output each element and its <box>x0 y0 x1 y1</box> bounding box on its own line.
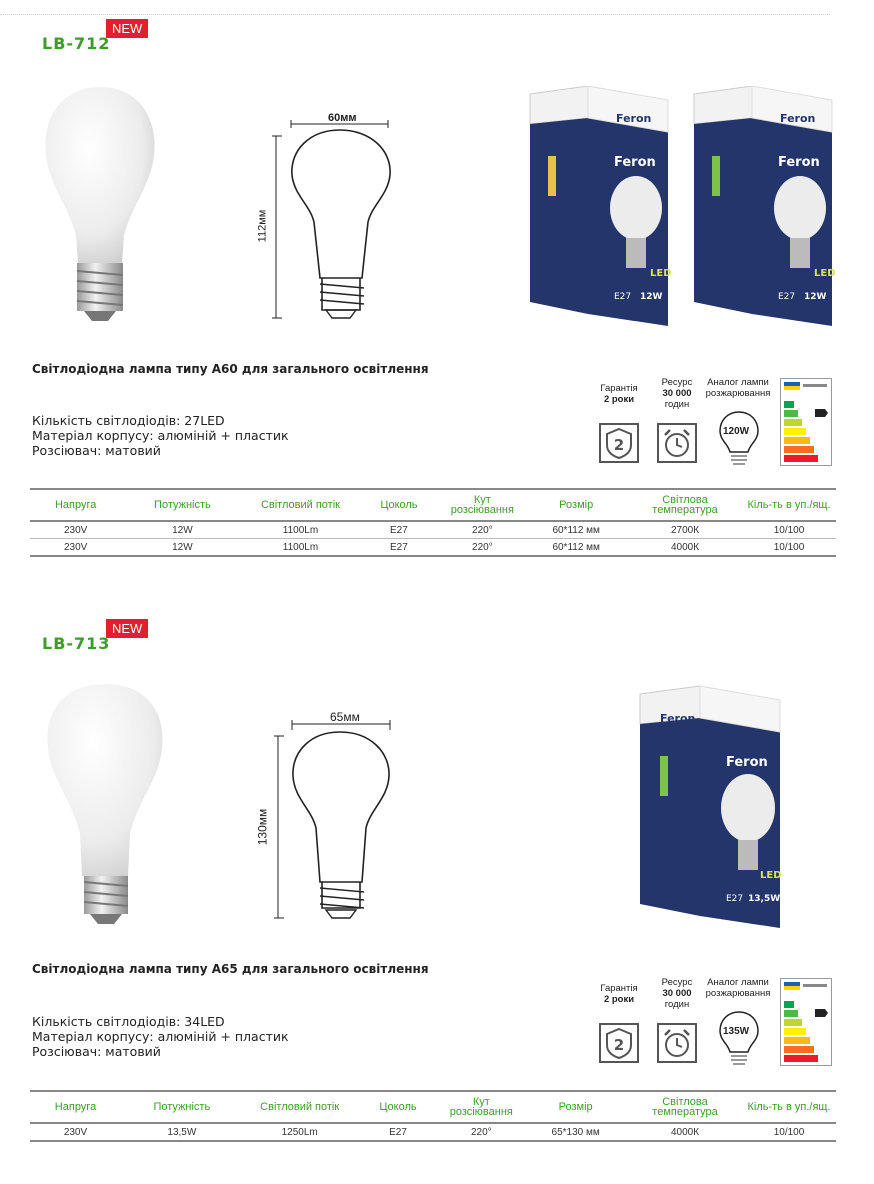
bulb-outline-icon <box>270 710 410 924</box>
analog-wattage: 135W <box>723 1026 750 1037</box>
svg-text:12W: 12W <box>640 292 663 302</box>
svg-text:Feron: Feron <box>778 155 820 170</box>
svg-text:13,5W: 13,5W <box>748 894 781 904</box>
col-beam-angle: Кут розсіювання <box>439 1091 523 1123</box>
col-color-temperature: Світлова температура <box>628 1091 742 1123</box>
col-voltage: Напруга <box>30 1091 121 1123</box>
spec-table <box>30 488 836 557</box>
svg-text:Feron: Feron <box>660 712 696 725</box>
analog-caption: Аналог лампи розжарювання <box>705 977 771 999</box>
product-specs <box>32 413 289 458</box>
packaging-boxes-image <box>528 86 838 326</box>
svg-text:12W: 12W <box>804 292 827 302</box>
svg-text:Feron: Feron <box>726 755 768 770</box>
model-code: LB-713 <box>42 634 111 653</box>
warranty-shield-icon <box>599 423 639 463</box>
energy-label-image <box>780 378 832 466</box>
box-brand-label: Feron <box>614 155 656 170</box>
dimension-height-label: 130мм <box>255 808 270 846</box>
product-title: Світлодіодна лампа типу А60 для загального освітлення <box>32 362 429 376</box>
resource-caption: Ресурс 30 000 годин <box>661 977 693 1010</box>
col-color-temperature: Світлова температура <box>628 489 742 521</box>
incandescent-bulb-icon <box>717 1010 761 1072</box>
col-luminous-flux: Світловий потік <box>243 489 357 521</box>
table-row: 230V 12W 1100Lm E27 220° 60*112 мм 2700К 10/100 <box>30 521 836 539</box>
table-row: 230V 13,5W 1250Lm E27 220° 65*130 мм 4000К 10/100 <box>30 1123 836 1141</box>
svg-text:LED: LED <box>650 268 672 279</box>
warranty-caption: Гарантія 2 роки <box>600 383 638 405</box>
svg-text:Feron: Feron <box>616 112 652 125</box>
spec-led-count: Кількість світлодіодів: 34LED <box>32 1014 225 1029</box>
col-luminous-flux: Світловий потік <box>243 1091 357 1123</box>
analog-caption: Аналог лампи розжарювання <box>705 377 771 399</box>
dimension-height-label: 112мм <box>256 209 269 243</box>
warranty-caption: Гарантія 2 роки <box>600 983 638 1005</box>
svg-text:E27: E27 <box>778 292 796 302</box>
dimension-drawing <box>255 710 410 928</box>
bulb-photo-image <box>42 682 168 928</box>
table-row: 230V 12W 1100Lm E27 220° 60*112 мм 4000К 10/100 <box>30 539 836 557</box>
svg-text:2: 2 <box>613 1036 625 1054</box>
product-title: Світлодіодна лампа типу А65 для загального освітлення <box>32 962 429 976</box>
dimension-width-label: 60мм <box>328 112 357 124</box>
packaging-box-image <box>638 684 784 928</box>
svg-text:LED: LED <box>760 870 782 881</box>
svg-text:LED: LED <box>814 268 836 279</box>
dimension-drawing <box>256 110 410 334</box>
col-size: Розмір <box>523 1091 628 1123</box>
resource-caption: Ресурс 30 000 годин <box>661 377 693 410</box>
col-pack-quantity: Кіль-ть в уп./ящ. <box>742 489 836 521</box>
col-beam-angle: Кут розсіювання <box>440 489 524 521</box>
svg-text:E27: E27 <box>726 894 744 904</box>
col-size: Розмір <box>524 489 628 521</box>
alarm-clock-icon <box>657 423 697 463</box>
new-badge: NEW <box>106 19 148 38</box>
spec-housing-material: Матеріал корпусу: алюміній + пластик <box>32 1029 289 1044</box>
warranty-shield-icon <box>599 1023 639 1063</box>
incandescent-bulb-icon <box>717 410 761 472</box>
spec-diffuser: Розсіювач: матовий <box>32 443 161 458</box>
spec-led-count: Кількість світлодіодів: 27LED <box>32 413 225 428</box>
col-voltage: Напруга <box>30 489 121 521</box>
analog-wattage: 120W <box>723 426 750 437</box>
spec-table <box>30 1090 836 1142</box>
svg-text:2: 2 <box>613 436 625 454</box>
bulb-outline-icon <box>270 110 410 330</box>
product-specs <box>32 1014 289 1059</box>
spec-diffuser: Розсіювач: матовий <box>32 1044 161 1059</box>
bulb-photo-image <box>40 85 160 325</box>
col-base: Цоколь <box>357 489 440 521</box>
top-dotted-rule <box>0 14 830 15</box>
col-base: Цоколь <box>357 1091 440 1123</box>
col-power: Потужність <box>121 1091 243 1123</box>
col-pack-quantity: Кіль-ть в уп./ящ. <box>742 1091 836 1123</box>
alarm-clock-icon <box>657 1023 697 1063</box>
new-badge: NEW <box>106 619 148 638</box>
energy-label-image <box>780 978 832 1066</box>
spec-housing-material: Матеріал корпусу: алюміній + пластик <box>32 428 289 443</box>
col-power: Потужність <box>121 489 243 521</box>
svg-text:E27: E27 <box>614 292 632 302</box>
svg-text:Feron: Feron <box>780 112 816 125</box>
dimension-width-label: 65мм <box>330 710 360 724</box>
model-code: LB-712 <box>42 34 111 53</box>
